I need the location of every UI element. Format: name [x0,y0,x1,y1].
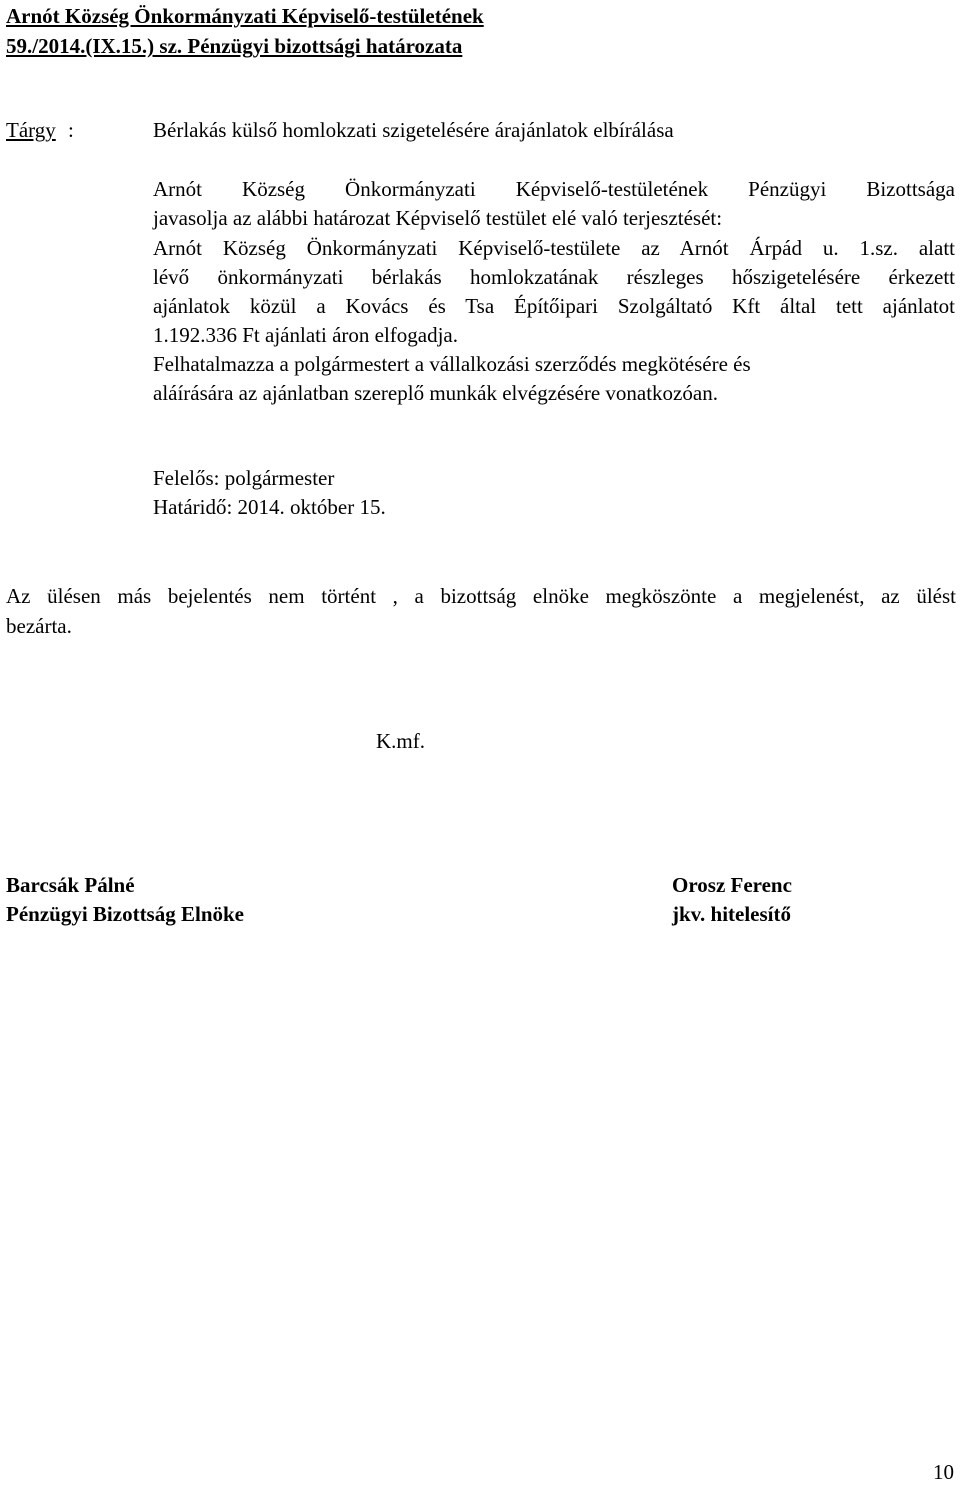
kmf-label: K.mf. [376,729,425,753]
resolution-line-3: ajánlatok közül a Kovács és Tsa Építőipari Szolgáltató Kft által tett ajánlatot [153,294,955,318]
closing-line-1: Az ülésen más bejelentés nem történt , a bizottság elnöke megköszönte a megjelenést, az ülést [6,584,956,608]
proposal-line-2: javasolja az alábbi határozat Képviselő testület elé való terjesztését: [153,206,723,230]
resolution-line-4: 1.192.336 Ft ajánlati áron elfogadja. [153,323,459,347]
resolution-line-2: lévő önkormányzati bérlakás homlokzatának részleges hőszigetelésére érkezett [153,265,955,289]
responsible-person: Felelős: polgármester [153,466,335,490]
document-title-line-2: 59./2014.(IX.15.) sz. Pénzügyi bizottsági határozata [6,34,463,58]
resolution-line-6: aláírására az ajánlatban szereplő munkák elvégzésére vonatkozóan. [153,381,718,405]
resolution-line-1: Arnót Község Önkormányzati Képviselő-testülete az Arnót Árpád u. 1.sz. alatt [153,236,955,260]
page-number: 10 [933,1460,954,1484]
proposal-line-1: Arnót Község Önkormányzati Képviselő-testületének Pénzügyi Bizottsága [153,177,955,201]
closing-line-2: bezárta. [6,614,72,638]
signature-right-name: Orosz Ferenc [672,873,792,897]
signature-left-name: Barcsák Pálné [6,873,135,897]
signature-right-role: jkv. hitelesítő [672,902,791,926]
proposal-paragraph [153,177,955,237]
signature-left-role: Pénzügyi Bizottság Elnöke [6,902,245,926]
document-title-line-1: Arnót Község Önkormányzati Képviselő-testületének [6,4,484,28]
resolution-line-5: Felhatalmazza a polgármestert a vállalkozási szerződés megkötésére és [153,352,751,376]
subject-label: Tárgy [6,118,56,142]
resolution-paragraph [153,236,955,436]
deadline: Határidő: 2014. október 15. [153,495,386,519]
subject-text: Bérlakás külső homlokzati szigetelésére árajánlatok elbírálása [153,118,674,142]
subject-colon: : [68,118,74,142]
